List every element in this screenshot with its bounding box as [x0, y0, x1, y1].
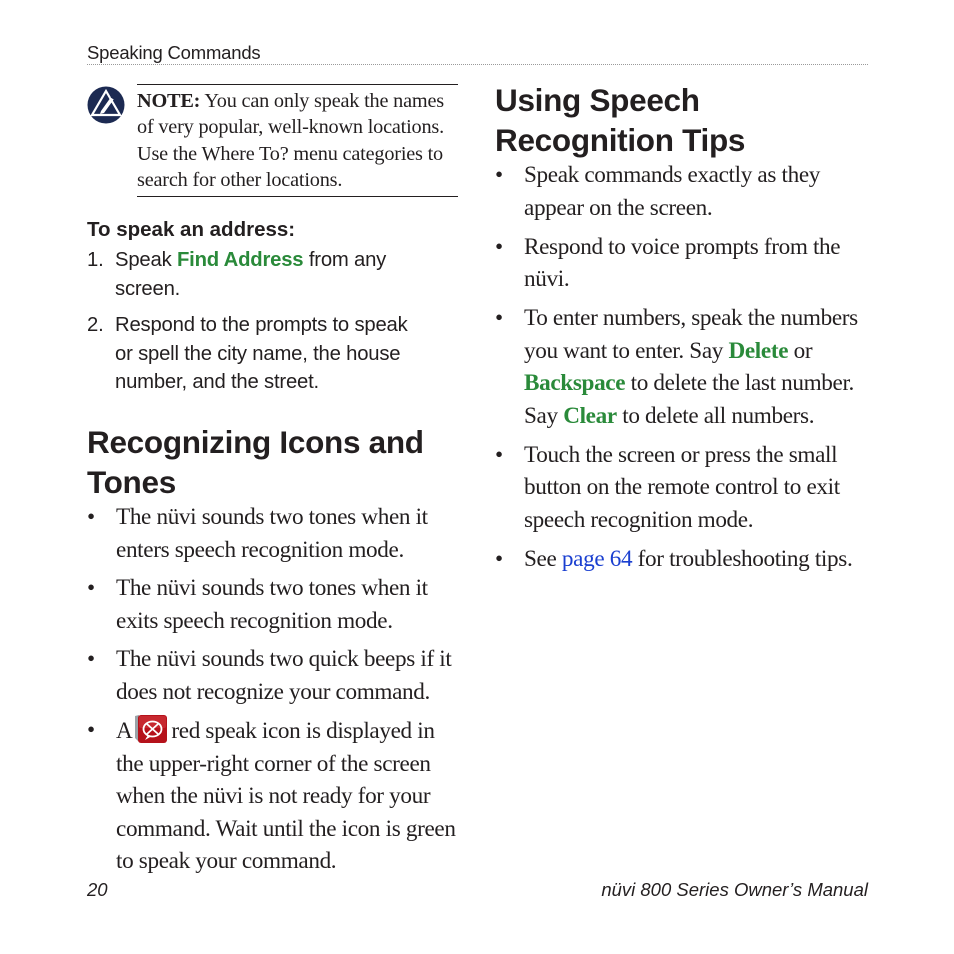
item-text: The nüvi sounds two tones when it exits speech recognition mode. [116, 575, 428, 634]
item-text: or [788, 337, 813, 364]
item-text: to delete the last number. Say [524, 370, 855, 429]
step-1 [87, 246, 427, 303]
step-number: 1. [87, 249, 104, 271]
note-text [137, 88, 459, 193]
item-text: Respond to voice prompts from the nüvi. [524, 233, 841, 292]
bullet: • [495, 233, 503, 260]
list-item [87, 501, 463, 566]
page-64-link[interactable]: page 64 [561, 545, 633, 572]
header-divider [87, 64, 868, 65]
step-number: 2. [87, 313, 104, 336]
bullet: • [87, 575, 95, 601]
speech-tips-list [495, 159, 867, 582]
item-text: to delete all numbers. [616, 402, 815, 429]
section-title-speech-tips: Using Speech Recognition Tips [495, 82, 746, 158]
bullet: • [495, 545, 503, 572]
step-text: Respond to the prompts to speak or spell the city name, the house number, and the street. [115, 313, 408, 394]
find-address-keyword: Find Address [176, 249, 304, 271]
note-body: You can only speak the names of very popular, well-known locations. Use the Where To? menu categories to search for other locations. [137, 90, 444, 191]
list-item [495, 302, 867, 432]
item-text: red speak icon is displayed in the upper-right corner of the screen when the nüvi is not ready for your command. Wait until the icon is green to speak your command. [116, 718, 456, 874]
page-number: 20 [87, 879, 108, 900]
item-text: Touch the screen or press the small button on the remote control to exit speech recognition mode. [524, 441, 840, 533]
step-text: from any screen. [115, 249, 387, 300]
list-item [87, 714, 463, 878]
red-speak-icon [134, 714, 168, 744]
note-label: NOTE: [137, 90, 201, 112]
delete-keyword: Delete [728, 337, 789, 364]
list-item [87, 572, 463, 637]
address-procedure-heading: To speak an address: [87, 218, 296, 241]
list-item [495, 231, 867, 296]
section-title-icons-tones: Recognizing Icons and Tones [87, 424, 424, 500]
running-header: Speaking Commands [87, 42, 261, 63]
bullet: • [87, 717, 95, 743]
manual-title: nüvi 800 Series Owner’s Manual [601, 879, 868, 900]
bullet: • [495, 305, 503, 331]
item-text: Speak commands exactly as they appear on the screen. [524, 162, 820, 221]
clear-keyword: Clear [563, 402, 617, 429]
step-text: Speak [115, 249, 177, 271]
item-text: A [116, 718, 133, 744]
backspace-keyword: Backspace [524, 370, 626, 396]
list-item [495, 543, 867, 576]
icons-tones-list [87, 501, 463, 884]
item-text: See [524, 545, 562, 572]
item-text: To enter numbers, speak the numbers you want to enter. Say [524, 305, 858, 364]
item-text: The nüvi sounds two tones when it enters speech recognition mode. [116, 504, 428, 563]
list-item [87, 643, 463, 708]
list-item [495, 159, 867, 224]
address-steps [87, 246, 427, 405]
note-pencil-icon [87, 86, 125, 124]
list-item [495, 439, 867, 537]
bullet: • [495, 441, 503, 468]
bullet: • [87, 646, 95, 672]
bullet: • [495, 162, 503, 188]
step-2 [87, 311, 427, 397]
item-text: for troubleshooting tips. [632, 545, 853, 572]
item-text: The nüvi sounds two quick beeps if it does not recognize your command. [116, 646, 452, 705]
bullet: • [87, 504, 95, 530]
